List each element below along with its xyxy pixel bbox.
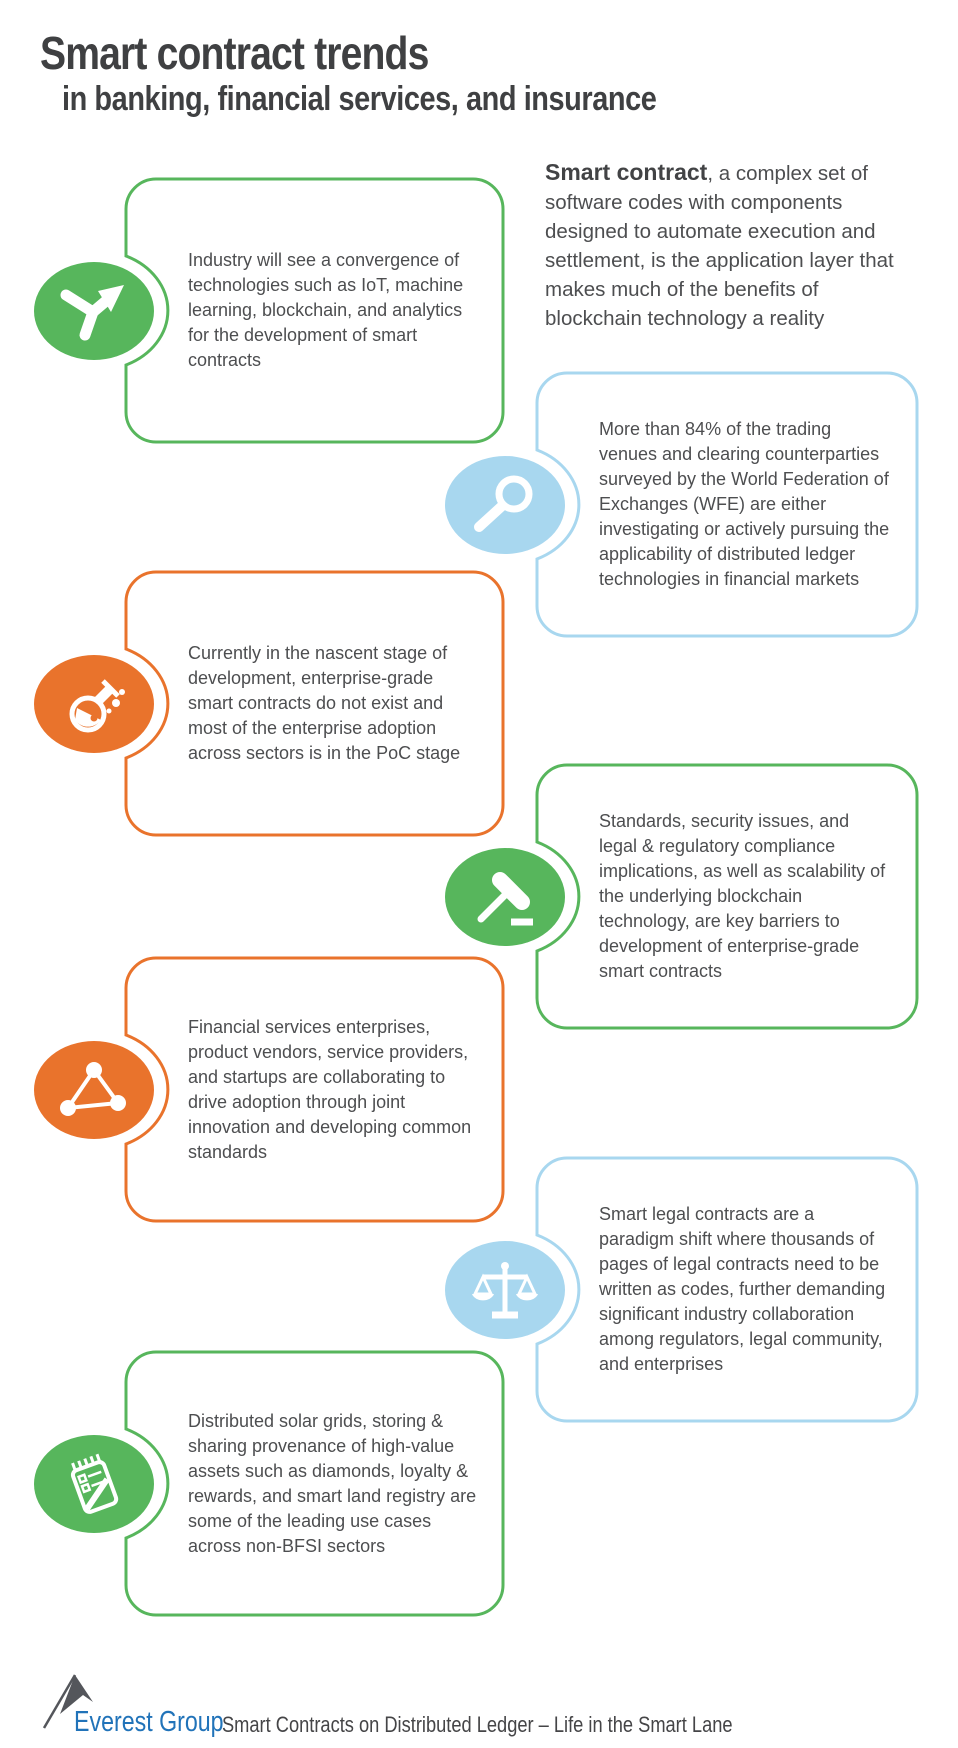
- callout-box-convergence: [126, 179, 503, 442]
- intro-lead: Smart contract: [545, 159, 708, 185]
- notepad-icon: [56, 1452, 132, 1516]
- callout-box-collaboration: [126, 958, 503, 1221]
- callout-text: More than 84% of the trading venues and clearing counterparties surveyed by the World Federation of Exchanges (WFE) are either investigating or actively pursuing the applicability of distributed ledger technologies in financial markets: [599, 419, 890, 589]
- callout-text: Standards, security issues, and legal & regulatory compliance implications, as well as scalability of the underlying blockchain technology, are key barriers to development of enterprise-grade smart contracts: [599, 811, 886, 981]
- intro-paragraph: [545, 158, 911, 333]
- callout-text: Financial services enterprises, product vendors, service providers, and startups are collaborating to drive adoption through joint innovation and developing common standards: [188, 1016, 472, 1162]
- callout-box-wfe-survey: [537, 373, 917, 636]
- report-tagline: Smart Contracts on Distributed Ledger – Life in the Smart Lane: [222, 1712, 733, 1737]
- network-icon: [56, 1058, 132, 1122]
- callout-box-use-cases: [126, 1352, 503, 1615]
- intro-rest: , a complex set of software codes with components designed to automate execution and settlement, is the application layer that makes much of the benefits of blockchain technology a reality: [545, 162, 894, 330]
- callout-box-barriers: [537, 765, 917, 1028]
- scales-icon: [467, 1258, 543, 1322]
- callout-text: Industry will see a convergence of technologies such as IoT, machine learning, blockchain, and analytics for the development of smart contracts: [188, 250, 464, 370]
- page-subtitle: in banking, financial services, and insurance: [62, 80, 657, 118]
- magnifier-icon: [467, 473, 543, 537]
- gavel-icon: [467, 865, 543, 929]
- callout-text: Currently in the nascent stage of development, enterprise-grade smart contracts do not exist and most of the enterprise adoption across sectors is in the PoC stage: [188, 643, 461, 763]
- branching-arrow-icon: [56, 279, 132, 343]
- callout-box-nascent-stage: [126, 572, 503, 835]
- callout-text: Smart legal contracts are a paradigm shift where thousands of pages of legal contracts need to be written as codes, further demanding significant industry collaboration among regulators, legal community, and enterprises: [599, 1204, 886, 1374]
- brand-name: Everest Group: [74, 1706, 224, 1738]
- flask-icon: [56, 672, 132, 736]
- page-title: Smart contract trends: [40, 27, 429, 79]
- callout-box-legal-contracts: [537, 1158, 917, 1421]
- callout-text: Distributed solar grids, storing & sharing provenance of high-value assets such as diamonds, loyalty & rewards, and smart land registry are some of the leading use cases across non-BFSI sectors: [188, 1410, 477, 1556]
